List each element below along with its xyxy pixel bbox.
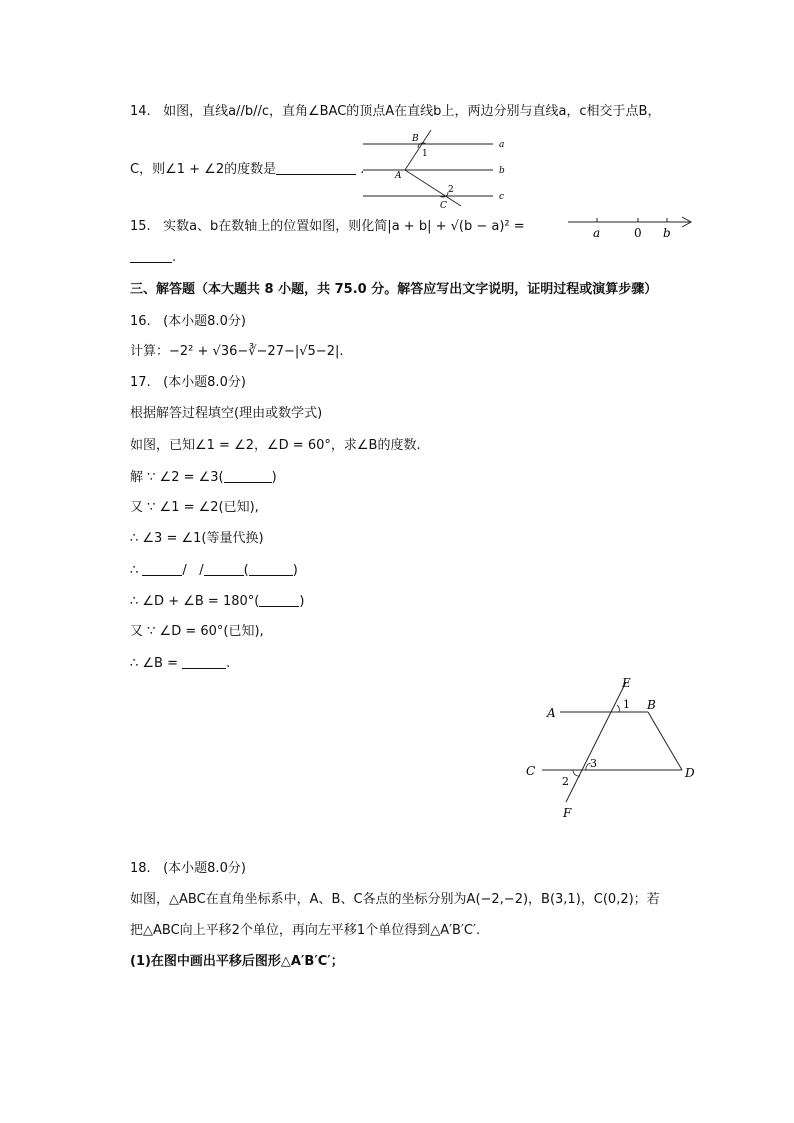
q17-header	[130, 374, 246, 392]
q16-number: 16.	[130, 314, 151, 329]
q17-number: 17.	[130, 375, 151, 390]
q14-label-2: 2	[448, 185, 454, 195]
q17-step4-blank1[interactable]	[142, 561, 182, 576]
q15-label-a: a	[593, 226, 601, 240]
q17-step4-slash2: /	[199, 563, 204, 578]
q14-figure	[358, 126, 518, 210]
q17-step5-text: ∴ ∠D + ∠B = 180°(	[130, 594, 260, 609]
q15-line1	[130, 218, 525, 236]
q14-line2	[130, 160, 364, 179]
q17-instruction: 根据解答过程填空(理由或数学式)	[130, 406, 323, 421]
q17-label-E: E	[622, 676, 631, 690]
q18-part1: (1)在图中画出平移后图形△A′B′C′；	[130, 954, 344, 969]
q17-score: (本小题8.0分)	[163, 375, 246, 390]
q17-step1-text: 解 ∵ ∠2 = ∠3(	[130, 470, 224, 485]
q14-line1	[130, 103, 660, 121]
q15-answer-blank[interactable]	[130, 248, 172, 263]
q14-label-B: B	[412, 134, 419, 144]
q17-step2: 又 ∵ ∠1 = ∠2(已知),	[130, 500, 259, 515]
q14-label-a: a	[499, 140, 505, 150]
q15-label-0: 0	[634, 226, 642, 240]
q14-text-line2: C，则∠1 + ∠2的度数是	[130, 162, 277, 177]
q18-score: (本小题8.0分)	[163, 861, 246, 876]
q18-line1: 如图，△ABC在直角坐标系中，A、B、C各点的坐标分别为A(−2,−2)，B(3,1)，C(0,2)；若	[130, 892, 660, 907]
q17-figure	[520, 672, 710, 824]
q17-label-1: 1	[623, 698, 630, 711]
q17-step4-close: )	[292, 563, 298, 578]
q15-line2	[130, 248, 176, 267]
q17-step4-blank3[interactable]	[249, 561, 293, 576]
q16-text: 计算：−2² + √36−∛−27−|√5−2|.	[130, 344, 344, 359]
q16-score: (本小题8.0分)	[163, 314, 246, 329]
q17-step7-blank[interactable]	[182, 654, 226, 669]
q17-segment-BD	[648, 712, 682, 770]
q17-angle1-arc	[617, 705, 619, 712]
q17-step1-close: )	[271, 470, 277, 485]
q17-label-3: 3	[590, 757, 597, 770]
q14-answer-blank[interactable]	[276, 160, 356, 175]
q14-label-1: 1	[422, 149, 428, 159]
q16-header	[130, 313, 246, 331]
q17-label-C: C	[526, 764, 536, 778]
q17-step5	[130, 592, 304, 611]
q15-number: 15.	[130, 219, 151, 234]
q17-step1	[130, 468, 277, 487]
q15-text: 实数a、b在数轴上的位置如图，则化简|a + b| + √(b − a)² =	[163, 219, 525, 234]
section3-heading: 三、解答题（本大题共 8 小题，共 75.0 分。解答应写出文字说明，证明过程或演算步骤）	[130, 282, 658, 297]
q14-period: .	[360, 162, 365, 177]
q15-label-b: b	[663, 226, 671, 240]
q15-period: .	[172, 250, 177, 265]
q17-label-2: 2	[562, 775, 569, 788]
q17-step3: ∴ ∠3 = ∠1(等量代换)	[130, 531, 264, 546]
q14-label-b: b	[499, 166, 505, 176]
q17-given: 如图，已知∠1 = ∠2，∠D = 60°，求∠B的度数.	[130, 438, 421, 453]
q14-label-C: C	[440, 201, 447, 210]
q17-label-A: A	[547, 706, 556, 720]
q17-step7-period: .	[226, 656, 231, 671]
q18-header	[130, 860, 246, 878]
q15-number-line	[566, 212, 696, 242]
q17-step4: ∴ / / ( )	[130, 563, 298, 578]
q14-label-c: c	[499, 192, 505, 202]
q17-step5-close: )	[299, 594, 305, 609]
q17-label-B: B	[647, 698, 656, 712]
q17-step4-blank2[interactable]	[204, 561, 244, 576]
q17-line-EF	[566, 682, 626, 802]
q17-step7-text: ∴ ∠B =	[130, 656, 179, 671]
q17-step4-slash1: /	[182, 563, 187, 578]
q17-step4-therefore: ∴	[130, 563, 139, 578]
q17-label-F: F	[563, 806, 572, 820]
q17-step6: 又 ∵ ∠D = 60°(已知),	[130, 624, 264, 639]
q18-line2: 把△ABC向上平移2个单位，再向左平移1个单位得到△A′B′C′.	[130, 923, 481, 938]
q17-label-D: D	[685, 766, 695, 780]
q14-text-line1: 如图，直线a//b//c，直角∠BAC的顶点A在直线b上，两边分别与直线a，c相交于点B，	[163, 104, 661, 119]
q17-step7	[130, 654, 230, 673]
q17-step5-blank[interactable]	[259, 592, 299, 607]
q14-label-A: A	[395, 171, 402, 181]
q18-number: 18.	[130, 861, 151, 876]
q14-number: 14.	[130, 104, 151, 119]
q17-step1-blank[interactable]	[224, 468, 272, 483]
